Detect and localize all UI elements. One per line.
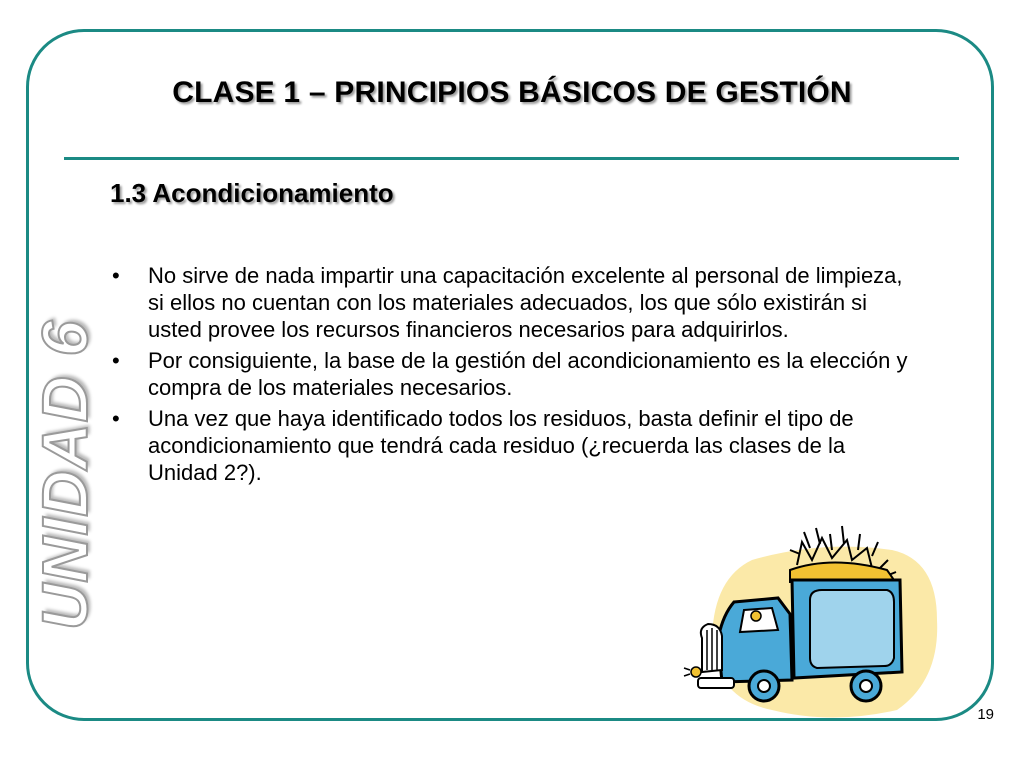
bullet-marker: • <box>112 263 120 288</box>
bullet-marker: • <box>112 406 120 431</box>
truck-clipart-icon <box>682 520 946 720</box>
unit-side-label: UNIDAD 6 <box>29 319 101 630</box>
list-item <box>112 347 917 401</box>
title-divider <box>64 157 959 160</box>
bullet-marker: • <box>112 348 120 373</box>
page-number: 19 <box>977 706 994 723</box>
section-subtitle: 1.3 Acondicionamiento <box>110 178 394 208</box>
slide-title: CLASE 1 – PRINCIPIOS BÁSICOS DE GESTIÓN <box>172 76 852 109</box>
bullet-text: No sirve de nada impartir una capacitación excelente al personal de limpieza, si ellos no cuentan con los materiales adecuados, los que sólo existirán si usted provee los recursos financieros necesarios para adquirirlos. <box>148 263 903 342</box>
bullet-text: Una vez que haya identificado todos los residuos, basta definir el tipo de acondicionamiento que tendrá cada residuo (¿recuerda las clases de la Unidad 2?). <box>148 406 854 485</box>
bullet-text: Por consiguiente, la base de la gestión del acondicionamiento es la elección y compra de los materiales necesarios. <box>148 348 908 400</box>
bullet-list <box>112 262 917 490</box>
list-item <box>112 405 917 486</box>
list-item <box>112 262 917 343</box>
